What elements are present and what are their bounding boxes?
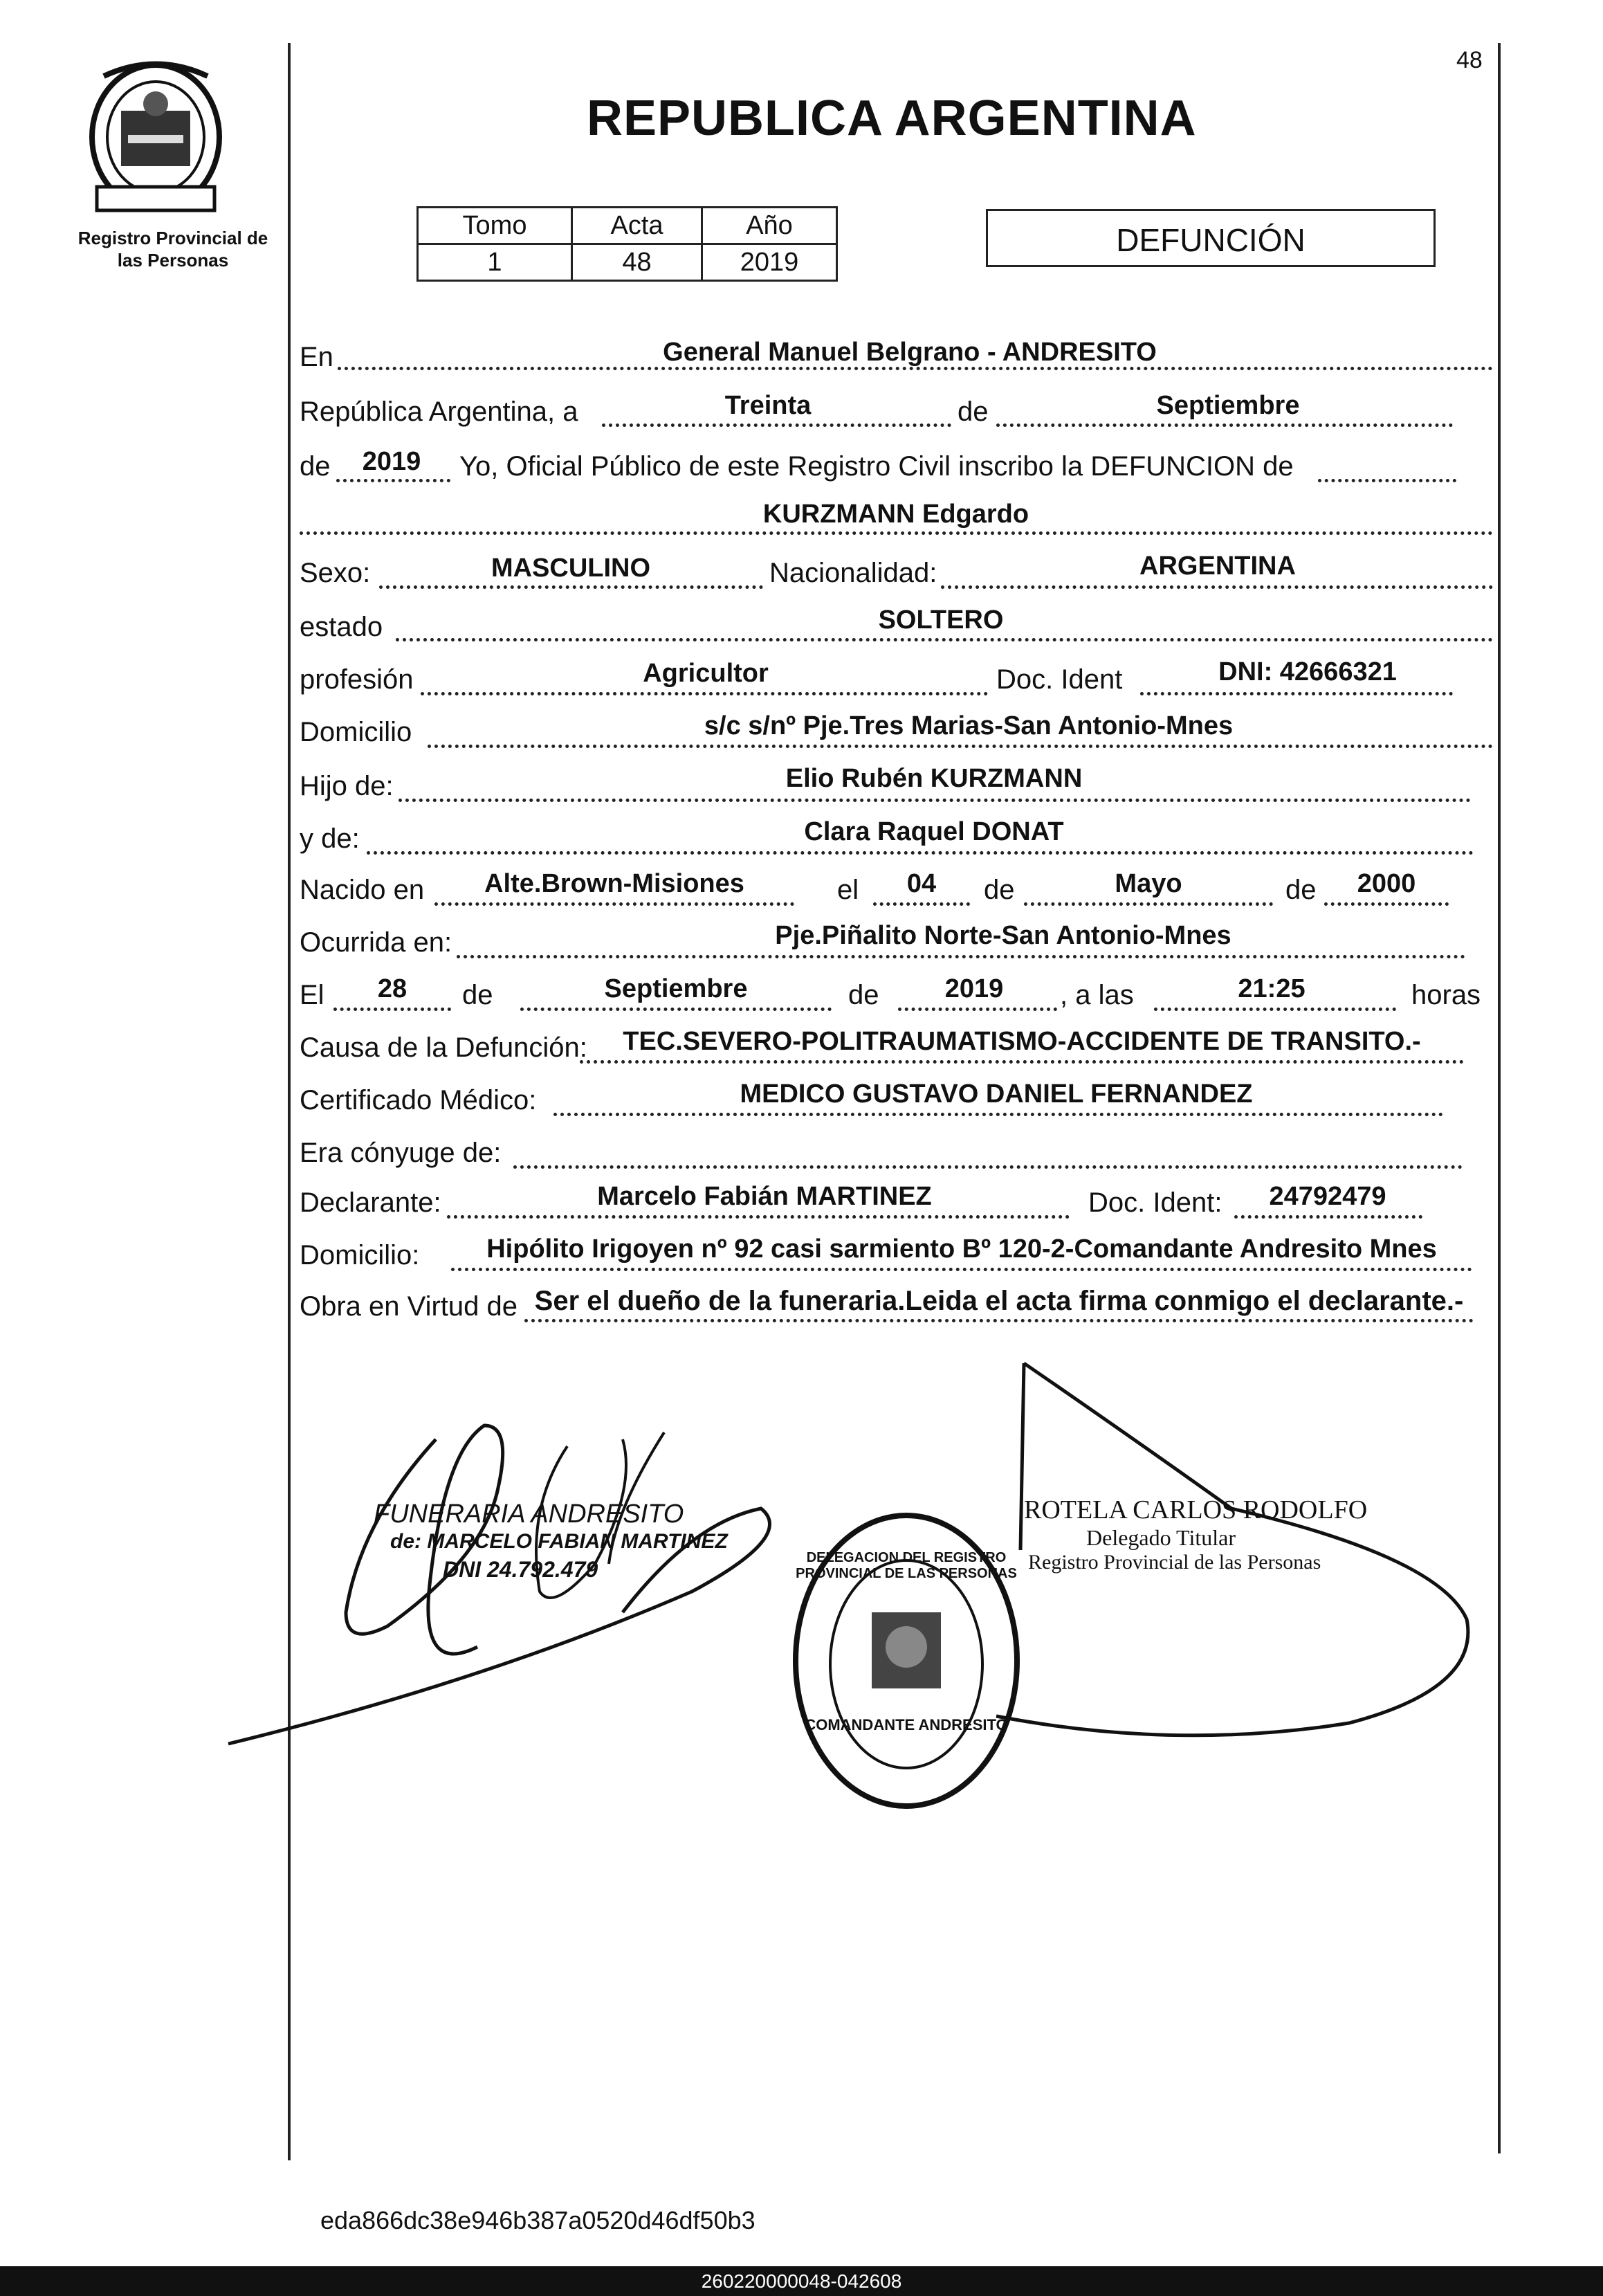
certificado-value: MEDICO GUSTAVO DANIEL FERNANDEZ (740, 1079, 1253, 1109)
domicilio-label: Domicilio (300, 717, 412, 747)
page-number: 48 (1456, 47, 1483, 73)
causa-label: Causa de la Defunción: (300, 1032, 587, 1063)
de-label: de (958, 397, 989, 427)
mes-value: Septiembre (1156, 391, 1300, 420)
doc-ident-label: Doc. Ident (996, 664, 1123, 695)
horas-label: horas (1411, 980, 1481, 1010)
declarante-value: Marcelo Fabián MARTINEZ (597, 1182, 932, 1211)
de-label-5: de (462, 980, 493, 1010)
doc-ident-2-value: 24792479 (1269, 1182, 1386, 1211)
funeraria-stamp-line2: de: MARCELO FABIAN MARTINEZ (390, 1530, 728, 1553)
el-label-2: El (300, 980, 324, 1010)
record-type-box: DEFUNCIÓN (986, 209, 1436, 267)
obra-label: Obra en Virtud de (300, 1291, 518, 1322)
causa-value: TEC.SEVERO-POLITRAUMATISMO-ACCIDENTE DE TRANSITO.- (623, 1027, 1421, 1056)
def-hora-value: 21:25 (1238, 974, 1306, 1003)
estado-label: estado (300, 612, 383, 642)
document-title: REPUBLICA ARGENTINA (587, 91, 1197, 146)
en-value: General Manuel Belgrano - ANDRESITO (663, 338, 1157, 367)
sexo-value: MASCULINO (491, 554, 651, 583)
hijo-value: Elio Rubén KURZMANN (785, 764, 1083, 793)
de-label-2: de (300, 451, 331, 482)
official-org: Registro Provincial de las Personas (1028, 1551, 1321, 1574)
domicilio-2-value: Hipólito Irigoyen nº 92 casi sarmiento Bº 120-2-Comandante Andresito Mnes (486, 1234, 1437, 1264)
def-dia-value: 28 (377, 974, 407, 1003)
nac-dia-value: 04 (906, 869, 937, 898)
rep-label: República Argentina, a (300, 397, 578, 427)
footer-code-bar: 260220000048-042608 (0, 2266, 1603, 2296)
def-mes-value: Septiembre (604, 974, 748, 1003)
de-label-3: de (984, 875, 1015, 905)
hijo-label: Hijo de: (300, 771, 394, 801)
official-name: ROTELA CARLOS RODOLFO (1024, 1495, 1368, 1524)
domicilio-value: s/c s/nº Pje.Tres Marias-San Antonio-Mnes (704, 711, 1234, 740)
document-hash: eda866dc38e946b387a0520d46df50b3 (320, 2206, 755, 2234)
funeraria-stamp (374, 1500, 728, 1583)
obra-value: Ser el dueño de la funeraria.Leida el acta firma conmigo el declarante.- (534, 1286, 1464, 1316)
official-stamp (1024, 1495, 1367, 1574)
domicilio-2-label: Domicilio: (300, 1240, 420, 1270)
tomo-header: Tomo (418, 208, 572, 244)
sexo-label: Sexo: (300, 558, 371, 588)
anio-value: 2019 (702, 244, 837, 281)
estado-value: SOLTERO (878, 605, 1004, 635)
deceased-name: KURZMANN Edgardo (762, 500, 1029, 529)
yde-label: y de: (300, 823, 360, 854)
profesion-label: profesión (300, 664, 414, 695)
tomo-value: 1 (418, 244, 572, 281)
seal-inner-text: COMANDANTE ANDRESITO (805, 1716, 1008, 1733)
seal-outer-text: DELEGACION DEL REGISTRO PROVINCIAL DE LAS PERSONAS (796, 1550, 1017, 1581)
de-label-4: de (1285, 875, 1317, 905)
de-label-6: de (848, 980, 879, 1010)
official-title: Delegado Titular (1086, 1525, 1236, 1550)
certificado-label: Certificado Médico: (300, 1085, 537, 1115)
nacido-value: Alte.Brown-Misiones (484, 869, 744, 898)
doc-ident-value: DNI: 42666321 (1218, 657, 1397, 686)
nacionalidad-label: Nacionalidad: (769, 558, 937, 588)
funeraria-stamp-line1: FUNERARIA ANDRESITO (374, 1500, 684, 1529)
alas-label: , a las (1060, 980, 1134, 1010)
acta-value: 48 (572, 244, 702, 281)
anio-header: Año (702, 208, 837, 244)
acta-header: Acta (572, 208, 702, 244)
nacido-label: Nacido en (300, 875, 425, 905)
profesion-value: Agricultor (643, 659, 769, 688)
registry-label-line2: las Personas (117, 250, 229, 271)
dia-value: Treinta (724, 391, 812, 420)
yde-value: Clara Raquel DONAT (804, 817, 1064, 846)
nac-mes-value: Mayo (1115, 869, 1182, 898)
nacionalidad-value: ARGENTINA (1139, 552, 1296, 581)
def-anio-value: 2019 (944, 974, 1004, 1003)
doc-ident-2-label: Doc. Ident: (1088, 1187, 1222, 1218)
en-label: En (300, 342, 333, 372)
registry-label-line1: Registro Provincial de (77, 228, 268, 248)
anio-value: 2019 (362, 447, 421, 476)
conyuge-label: Era cónyuge de: (300, 1138, 502, 1168)
ocurrida-label: Ocurrida en: (300, 927, 452, 958)
funeraria-stamp-line3: DNI 24.792.479 (443, 1557, 598, 1582)
registry-round-seal (789, 1509, 1024, 1813)
inscribo-text: Yo, Oficial Público de este Registro Civil inscribo la DEFUNCION de (459, 451, 1294, 482)
declarante-label: Declarante: (300, 1187, 441, 1218)
ocurrida-value: Pje.Piñalito Norte-San Antonio-Mnes (775, 921, 1231, 950)
nac-anio-value: 2000 (1357, 869, 1416, 898)
el-label: el (837, 875, 859, 905)
